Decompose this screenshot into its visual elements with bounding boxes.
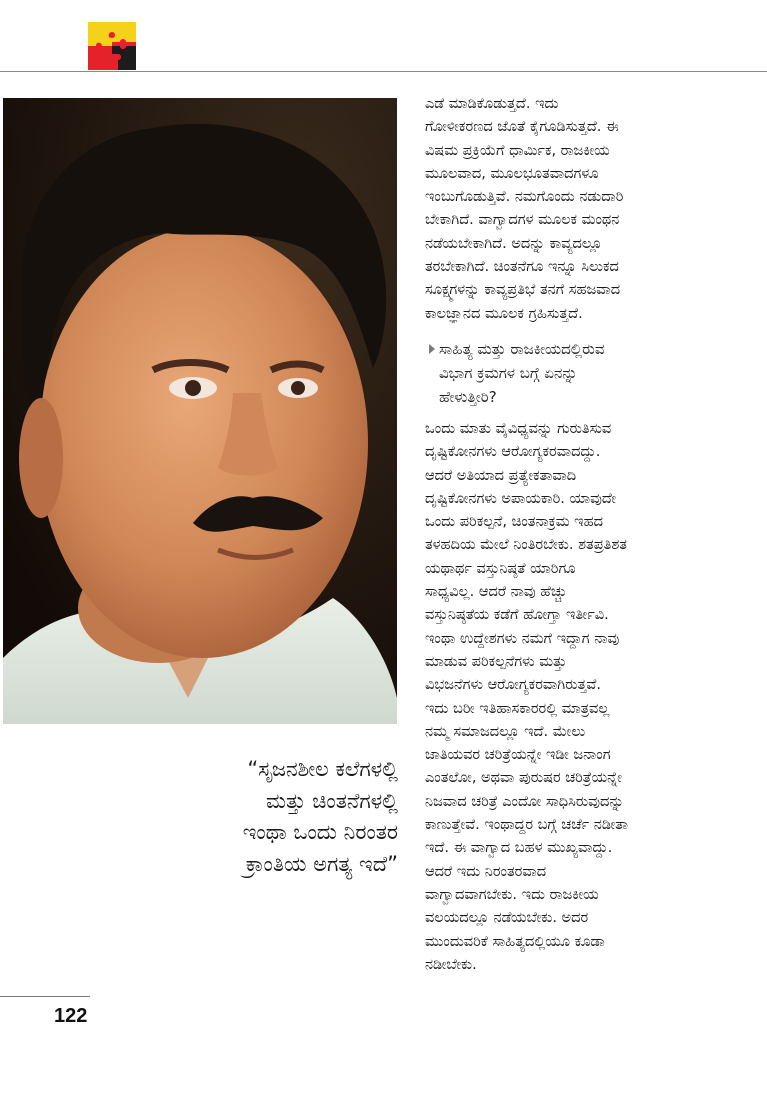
text-line: ವಸ್ತುನಿಷ್ಠತೆಯ ಕಡೆಗೆ ಹೋಗ್ತಾ ಇರ್ತೀವಿ. — [425, 607, 609, 624]
text-line: ದೃಷ್ಟಿಕೋನಗಳು ಆರೋಗ್ಯಕರವಾದದ್ದು. — [425, 444, 601, 461]
text-line: ತರಬೇಕಾಗಿದೆ. ಚಿಂತನೆಗೂ ಇನ್ನೂ ಸಿಲುಕದ — [425, 259, 619, 276]
text-line: ಇಂಬುಗೊಡುತ್ತಿವೆ. ನಮಗೊಂದು ನಡುದಾರಿ — [425, 189, 624, 206]
question-line: ವಿಭಾಗ ಕ್ರಮಗಳ ಬಗ್ಗೆ ಏನನ್ನು — [439, 363, 578, 382]
text-line: ಜಾತಿಯವರ ಚರಿತ್ರೆಯನ್ನೇ ಇಡೀ ಜನಾಂಗ — [425, 747, 611, 764]
text-line: ನಮ್ಮ ಸಮಾಜದಲ್ಲೂ ಇದೆ. ಮೇಲು — [425, 723, 586, 740]
text-line: ಇದೆ. ಈ ವಾಗ್ವಾದ ಬಹಳ ಮುಖ್ಯವಾದ್ದು. — [425, 840, 613, 857]
text-line: ಬೇಕಾಗಿದೆ. ವಾಗ್ವಾದಗಳ ಮೂಲಕ ಮಂಥನ — [425, 212, 620, 229]
text-line: ನಡೀಬೇಕು. — [425, 956, 477, 973]
text-line: ವಿಭಜನೆಗಳು ಆರೋಗ್ಯಕರವಾಗಿರುತ್ತವೆ. — [425, 677, 601, 694]
footer-rule — [0, 996, 90, 997]
text-line: ಕಾಣುತ್ತೇವೆ. ಇಂಥಾದ್ದರ ಬಗ್ಗೆ ಚರ್ಚೆ ನಡೀತಾ — [425, 817, 628, 834]
text-line: ಎಂತಲೋ, ಅಥವಾ ಪುರುಷರ ಚರಿತ್ರೆಯನ್ನೇ — [425, 770, 622, 787]
text-line: ಇಂಥಾ ಉದ್ದೇಶಗಳು ನಮಗೆ ಇದ್ದಾಗ ನಾವು — [425, 630, 620, 647]
text-line: ವಲಯದಲ್ಲೂ ನಡೆಯಬೇಕು. ಅದರ — [425, 910, 589, 927]
text-line: ಆದರೆ ಅತಿಯಾದ ಪ್ರತ್ಯೇಕತಾವಾದಿ — [425, 467, 577, 484]
text-line: ಮಾಡುವ ಪರಿಕಲ್ಪನೆಗಳು ಮತ್ತು — [425, 653, 567, 670]
puzzle-logo-icon — [88, 22, 136, 70]
text-line: ಎಡೆ ಮಾಡಿಕೊಡುತ್ತದೆ. ಇದು — [425, 96, 559, 112]
question-line: ಸಾಹಿತ್ಯ ಮತ್ತು ರಾಜಕೀಯದಲ್ಲಿರುವ — [439, 339, 605, 358]
pull-quote — [150, 754, 398, 880]
article-paragraph — [425, 93, 725, 326]
pull-quote-line: ಕ್ರಾಂತಿಯ ಅಗತ್ಯ ಇದೆ” — [245, 851, 398, 876]
text-line: ವಾಗ್ವಾದವಾಗಬೇಕು. ಇದು ರಾಜಕೀಯ — [425, 886, 599, 903]
text-line: ಇದು ಬರೀ ಇತಿಹಾಸಕಾರರಲ್ಲಿ ಮಾತ್ರವಲ್ಲ — [425, 700, 610, 717]
article-paragraph — [425, 418, 725, 977]
text-line: ಒಂದು ಪರಿಕಲ್ಪನೆ, ಚಿಂತನಾಕ್ರಮ ಇಹದ — [425, 514, 604, 531]
text-line: ತಳಹದಿಯ ಮೇಲೆ ನಿಂತಿರಬೇಕು. ಶತಪ್ರತಿಶತ — [425, 537, 627, 554]
text-line: ಆದರೆ ಇದು ನಿರಂತರವಾದ — [425, 863, 547, 880]
pull-quote-line: ಮತ್ತು ಚಿಂತನೆಗಳಲ್ಲಿ — [266, 788, 398, 813]
question-marker-icon — [429, 344, 435, 354]
text-line: ದೃಷ್ಟಿಕೋನಗಳು ಅಪಾಯಕಾರಿ. ಯಾವುದೇ — [425, 490, 617, 507]
header-rule — [0, 71, 767, 72]
text-line: ಒಂದು ಮಾತು ವೈವಿಧ್ಯವನ್ನು ಗುರುತಿಸುವ — [425, 420, 612, 437]
text-line: ಯಥಾರ್ಥ ವಸ್ತುನಿಷ್ಠತೆ ಯಾರಿಗೂ — [425, 560, 576, 577]
interview-question — [425, 337, 725, 409]
article-body — [425, 93, 725, 977]
text-line: ಸಾಧ್ಯವಿಲ್ಲ. ಆದರೆ ನಾವು ಹೆಚ್ಚು — [425, 584, 567, 601]
text-line: ಗೋಳೀಕರಣದ ಜೊತೆ ಕೈಗೂಡಿಸುತ್ತದೆ. ಈ — [425, 119, 619, 136]
pull-quote-line: ಇಂಥಾ ಒಂದು ನಿರಂತರ — [242, 820, 398, 844]
text-line: ಕಾಲಜ್ಞಾನದ ಮೂಲಕ ಗ್ರಹಿಸುತ್ತದೆ. — [425, 305, 583, 322]
portrait-photo — [3, 98, 397, 724]
text-line: ಮುಂದುವರಿಕೆ ಸಾಹಿತ್ಯದಲ್ಲಿಯೂ ಕೂಡಾ — [425, 933, 605, 950]
text-line: ಮೂಲವಾದ, ಮೂಲಭೂತವಾದಗಳೂ — [425, 165, 599, 182]
question-line: ಹೇಳುತ್ತೀರಿ? — [439, 387, 497, 406]
text-line: ಸೂಕ್ಷ್ಮಗಳನ್ನು ಕಾವ್ಯಪ್ರತಿಭೆ ತನಗೆ ಸಹಜವಾದ — [425, 282, 621, 299]
page-number: 122 — [54, 1005, 88, 1027]
text-line: ನಡೆಯಬೇಕಾಗಿದೆ. ಅದನ್ನು ಕಾವ್ಯದಲ್ಲೂ — [425, 235, 603, 252]
pull-quote-line: “ಸೃಜನಶೀಲ ಕಲೆಗಳಲ್ಲಿ — [247, 757, 398, 781]
text-line: ನಿಜವಾದ ಚರಿತ್ರೆ ಎಂದೋ ಸಾಧಿಸಿರುವುದನ್ನು — [425, 793, 624, 810]
text-line: ವಿಷಮ ಪ್ರಕ್ರಿಯೆಗೆ ಧಾರ್ಮಿಕ, ರಾಜಕೀಯ — [425, 142, 610, 159]
